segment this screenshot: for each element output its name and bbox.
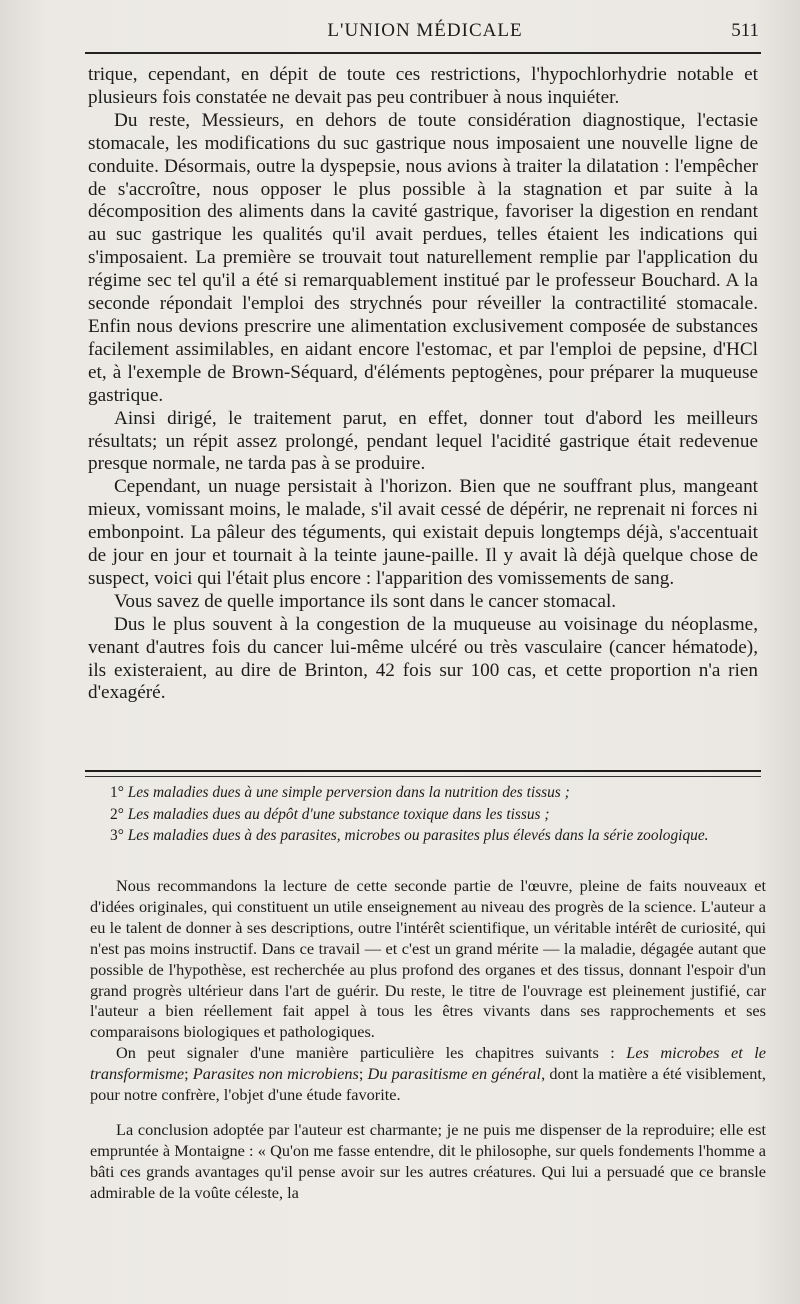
paragraph: trique, cependant, en dépit de toute ces restrictions, l'hypochlorhydrie notable et plusieurs fois constatée ne devait pas peu contribuer à nous inquiéter. <box>88 64 758 108</box>
chapter-title: Les microbes et le transformisme <box>90 1043 766 1084</box>
main-text <box>88 64 758 705</box>
review-paragraph: Nous recommandons la lecture de cette seconde partie de l'œuvre, pleine de faits nouveaux et d'idées originales, qui constituent un utile enseignement au niveau des progrès de la science. L'auteur a eu le talent de donner à ses descriptions, outre l'intérêt scientifique, un véritable intérêt de curiosité, qui n'est pas moins instructif. Dans ce travail — et c'est un grand mérite — la maladie, dégagée autant que possible de l'hypothèse, est recherchée au plus profond des organes et des tissus, donnant l'espoir d'un grand progrès ultérieur dans l'art de guérir. Du reste, le titre de l'ouvrage est pleinement justifié, car l'auteur a bien réellement fait appel à tous les êtres vivants dans ses rapprochements et ses comparaisons biologiques et pathologiques. <box>90 876 766 1042</box>
book-review <box>90 876 766 1204</box>
paragraph: Du reste, Messieurs, en dehors de toute considération diagnostique, l'ectasie stomacale, les modifications du suc gastrique nous imposaient une nouvelle ligne de conduite. Désormais, outre la dyspepsie, nous avions à traiter la dilatation : l'empêcher de s'accroître, nous opposer le plus possible à la stagnation et par suite à la décomposition des aliments dans la cavité gastrique, favoriser la digestion en rendant au suc gastrique les qualités qu'il avait perdues, telles étaient les indications qui s'imposaient. La première se trouvait tout naturellement remplie par l'application du régime sec tel qu'il a été si remarquablement institué par le professeur Bouchard. A la seconde répondait l'emploi des strychnés pour réveiller la contractilité stomacale. Enfin nous devions prescrire une alimentation exclusivement composée de substances facilement assimilables, en aidant encore l'estomac, et par l'emploi de pepsine, d'HCl et, à l'exemple de Brown-Séquard, d'éléments peptogènes, pour préparer la muqueuse gastrique. <box>88 109 758 406</box>
review-text: , dont la matière a été visiblement, pour notre confrère, l'objet d'une étude favorite. <box>90 1064 766 1105</box>
paragraph: Dus le plus souvent à la congestion de la muqueuse au voisinage du néoplasme, venant d'autres fois du cancer lui-même ulcéré ou très vasculaire (cancer hématode), ils existeraient, au dire de Brinton, 42 fois sur 100 cas, et cette proportion n'a rien d'exagéré. <box>88 613 758 704</box>
footnote <box>110 825 760 847</box>
footnote-number: 2° <box>110 805 124 823</box>
footnote <box>110 804 760 826</box>
review-text: On peut signaler d'une manière particulière les chapitres suivants : <box>116 1043 627 1063</box>
review-paragraph: La conclusion adoptée par l'auteur est charmante; je ne puis me dispenser de la reproduire; elle est empruntée à Montaigne : « Qu'on me fasse entendre, dit le philosophe, sur quels fondements l'homme a bâti ces grands avantages qu'il pense avoir sur les autres créatures. Qui lui a persuadé que ce bransle admirable de la voûte céleste, la <box>90 1119 766 1202</box>
paragraph: Ainsi dirigé, le traitement parut, en effet, donner tout d'abord les meilleurs résultats; un répit assez prolongé, pendant lequel l'acidité gastrique était redevenue presque normale, ne tarda pas à se produire. <box>88 407 758 475</box>
page-number: 511 <box>731 20 759 41</box>
footnote-text: Les maladies dues au dépôt d'une substance toxique dans les tissus ; <box>127 805 550 823</box>
separator: ; <box>358 1064 368 1084</box>
paragraph: Cependant, un nuage persistait à l'horizon. Bien que ne souffrant plus, mangeant mieux, vomissant moins, le malade, s'il avait cessé de dépérir, ne reprenait ni forces ni embonpoint. La pâleur des téguments, qui existait depuis longtemps déjà, s'accentuait de jour en jour et tournait à la teinte jaune-paille. Il y avait là déjà quelque chose de suspect, voici qui l'était plus encore : l'apparition des vomissements de sang. <box>88 476 758 589</box>
footnote-text: Les maladies dues à des parasites, microbes ou parasites plus élevés dans la série zoologique. <box>127 827 709 844</box>
review-paragraph <box>90 1043 766 1106</box>
footnote-text: Les maladies dues à une simple perversion dans la nutrition des tissus ; <box>127 784 570 801</box>
header-rule <box>85 52 761 54</box>
footnote-number: 1° <box>110 784 124 801</box>
chapter-title: Du parasitisme en général <box>367 1064 542 1084</box>
paragraph: Vous savez de quelle importance ils sont dans le cancer stomacal. <box>114 590 617 612</box>
chapter-title: Parasites non microbiens <box>192 1064 359 1084</box>
page-header <box>85 14 765 48</box>
footnote <box>110 782 760 804</box>
footnote-rule <box>85 770 761 777</box>
running-title: L'UNION MÉDICALE <box>327 20 523 41</box>
footnotes <box>110 782 760 847</box>
separator: ; <box>184 1064 193 1084</box>
footnote-number: 3° <box>110 827 124 844</box>
